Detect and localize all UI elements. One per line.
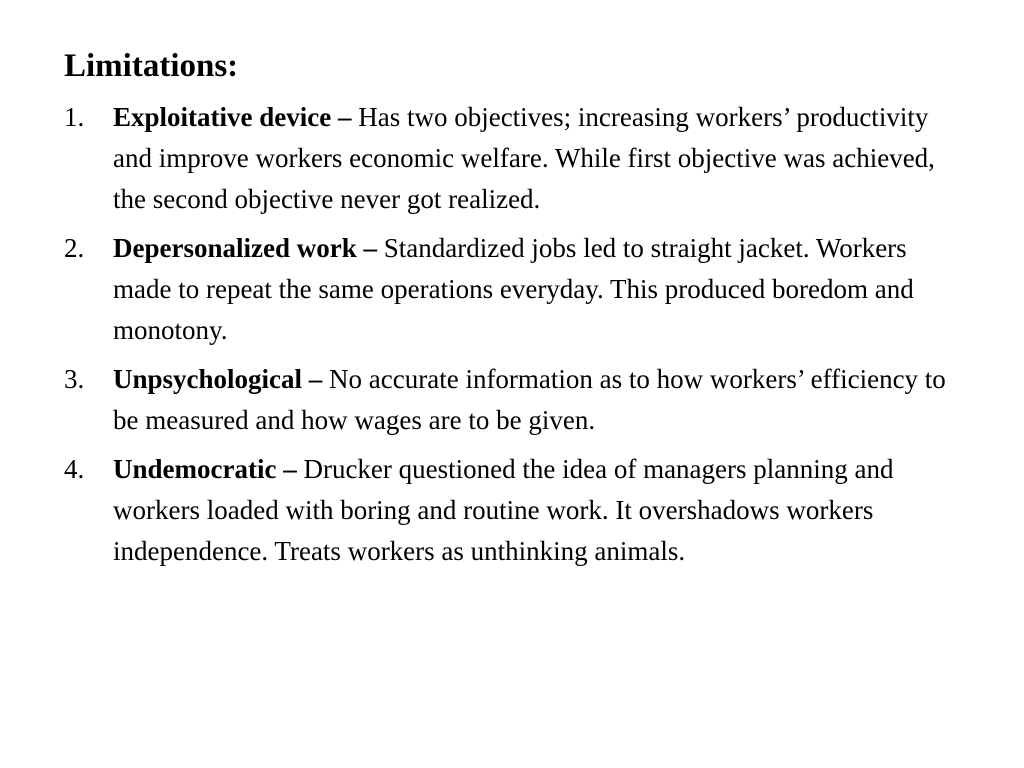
item-text: Has two objectives; increasing workers’ productivity and improve workers economic welfare. While first objective was achieved, the second objective never got realized. — [113, 102, 935, 214]
item-term: Undemocratic – — [113, 454, 297, 484]
item-text: Standardized jobs led to straight jacket. Workers made to repeat the same operations everyday. This produced boredom and monotony. — [113, 233, 914, 345]
list-item — [64, 97, 964, 220]
item-number: 4. — [64, 454, 85, 484]
list-item — [64, 449, 964, 572]
item-text: Drucker questioned the idea of managers planning and workers loaded with boring and routine work. It overshadows workers independence. Treats workers as unthinking animals. — [113, 454, 894, 566]
item-number: 1. — [64, 102, 85, 132]
slide-heading: Limitations: — [64, 48, 239, 84]
item-text: No accurate information as to how workers’ efficiency to be measured and how wages are to be given. — [113, 364, 946, 435]
item-term: Depersonalized work – — [113, 233, 377, 263]
item-term: Exploitative device – — [113, 102, 352, 132]
limitations-list — [64, 97, 964, 580]
item-term: Unpsychological – — [113, 364, 323, 394]
item-number: 2. — [64, 233, 85, 263]
list-item — [64, 359, 964, 441]
list-item — [64, 228, 964, 351]
item-number: 3. — [64, 364, 85, 394]
